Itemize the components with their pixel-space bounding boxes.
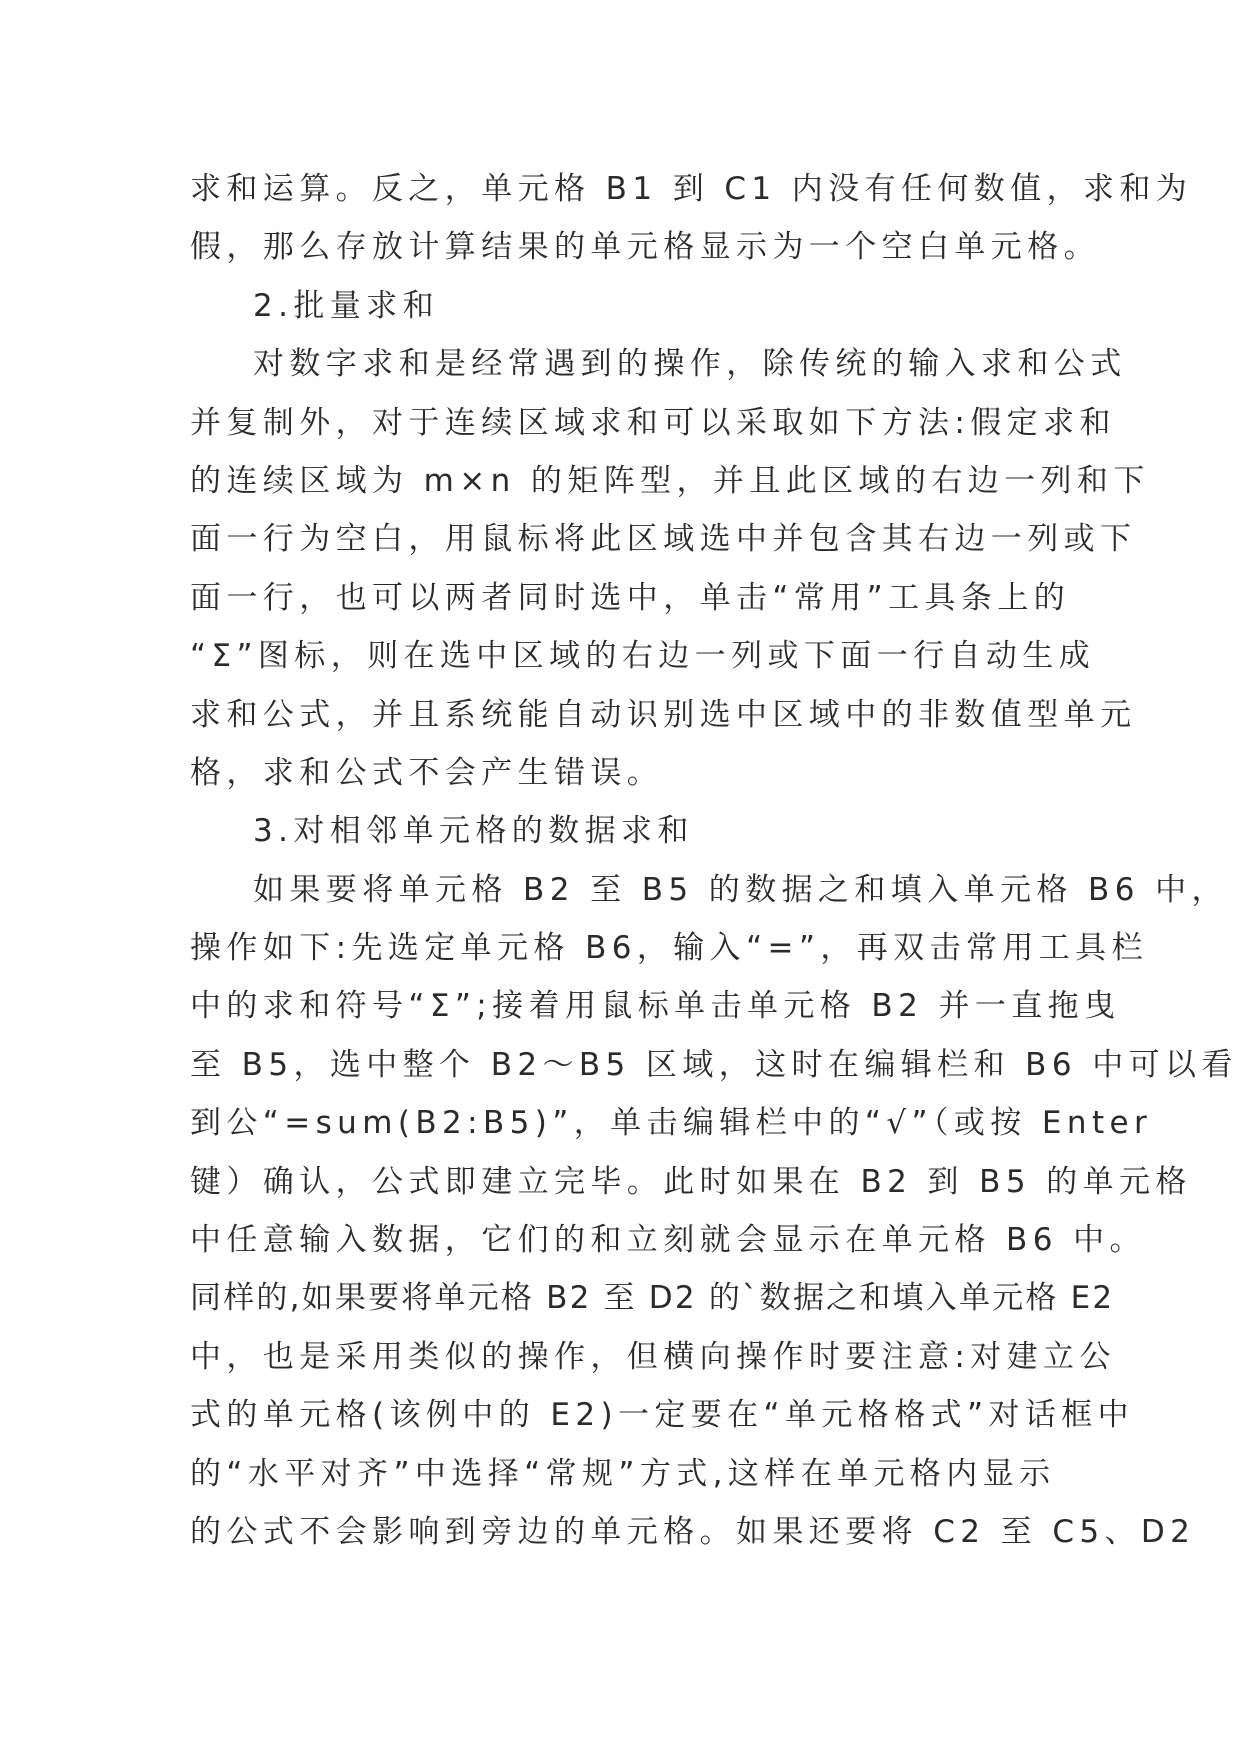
text-line: 式的单元格(该例中的 E2)一定要在“单元格格式”对话框中: [190, 1397, 1135, 1434]
text-line: 的“水平对齐”中选择“常规”方式,这样在单元格内显示: [190, 1455, 1056, 1492]
text-line: 键）确认，公式即建立完毕。此时如果在 B2 到 B5 的单元格: [190, 1163, 1192, 1200]
text-line: 中的求和符号“Σ”;接着用鼠标单击单元格 B2 并一直拖曳: [190, 988, 1121, 1025]
text-line: 同样的,如果要将单元格 B2 至 D2 的`数据之和填入单元格 E2: [190, 1280, 1115, 1317]
body-text: [190, 160, 1238, 1561]
text-line: 的连续区域为 m×n 的矩阵型，并且此区域的右边一列和下: [190, 462, 1150, 499]
text-line: “Σ”图标，则在选中区域的右边一列或下面一行自动生成: [190, 638, 1096, 675]
text-line: 的公式不会影响到旁边的单元格。如果还要将 C2 至 C5、D2: [190, 1513, 1196, 1550]
text-line: 中任意输入数据，它们的和立刻就会显示在单元格 B6 中。: [190, 1222, 1146, 1259]
section-heading: 3.对相邻单元格的数据求和: [253, 813, 694, 850]
text-line: 至 B5，选中整个 B2～B5 区域，这时在编辑栏和 B6 中可以看: [190, 1046, 1238, 1083]
text-line: 面一行为空白，用鼠标将此区域选中并包含其右边一列或下: [190, 521, 1137, 558]
text-line: 中，也是采用类似的操作，但横向操作时要注意:对建立公: [190, 1338, 1116, 1375]
text-line: 并复制外，对于连续区域求和可以采取如下方法:假定求和: [190, 404, 1116, 441]
text-line: 求和公式，并且系统能自动识别选中区域中的非数值型单元: [190, 696, 1137, 733]
text-line: 求和运算。反之，单元格 B1 到 C1 内没有任何数值，求和为: [190, 171, 1193, 207]
text-line: 操作如下:先选定单元格 B6，输入“=”，再双击常用工具栏: [190, 930, 1148, 967]
text-line: 如果要将单元格 B2 至 B5 的数据之和填入单元格 B6 中，: [253, 871, 1228, 908]
text-line: 格，求和公式不会产生错误。: [190, 754, 664, 791]
text-line: 面一行，也可以两者同时选中，单击“常用”工具条上的: [190, 579, 1071, 616]
section-heading: 2.批量求和: [253, 287, 439, 324]
text-line: 对数字求和是经常遇到的操作，除传统的输入求和公式: [253, 346, 1127, 383]
text-line: 假，那么存放计算结果的单元格显示为一个空白单元格。: [190, 229, 1100, 266]
text-line: 到公“=sum(B2:B5)”，单击编辑栏中的“√”（或按 Enter: [190, 1105, 1153, 1142]
